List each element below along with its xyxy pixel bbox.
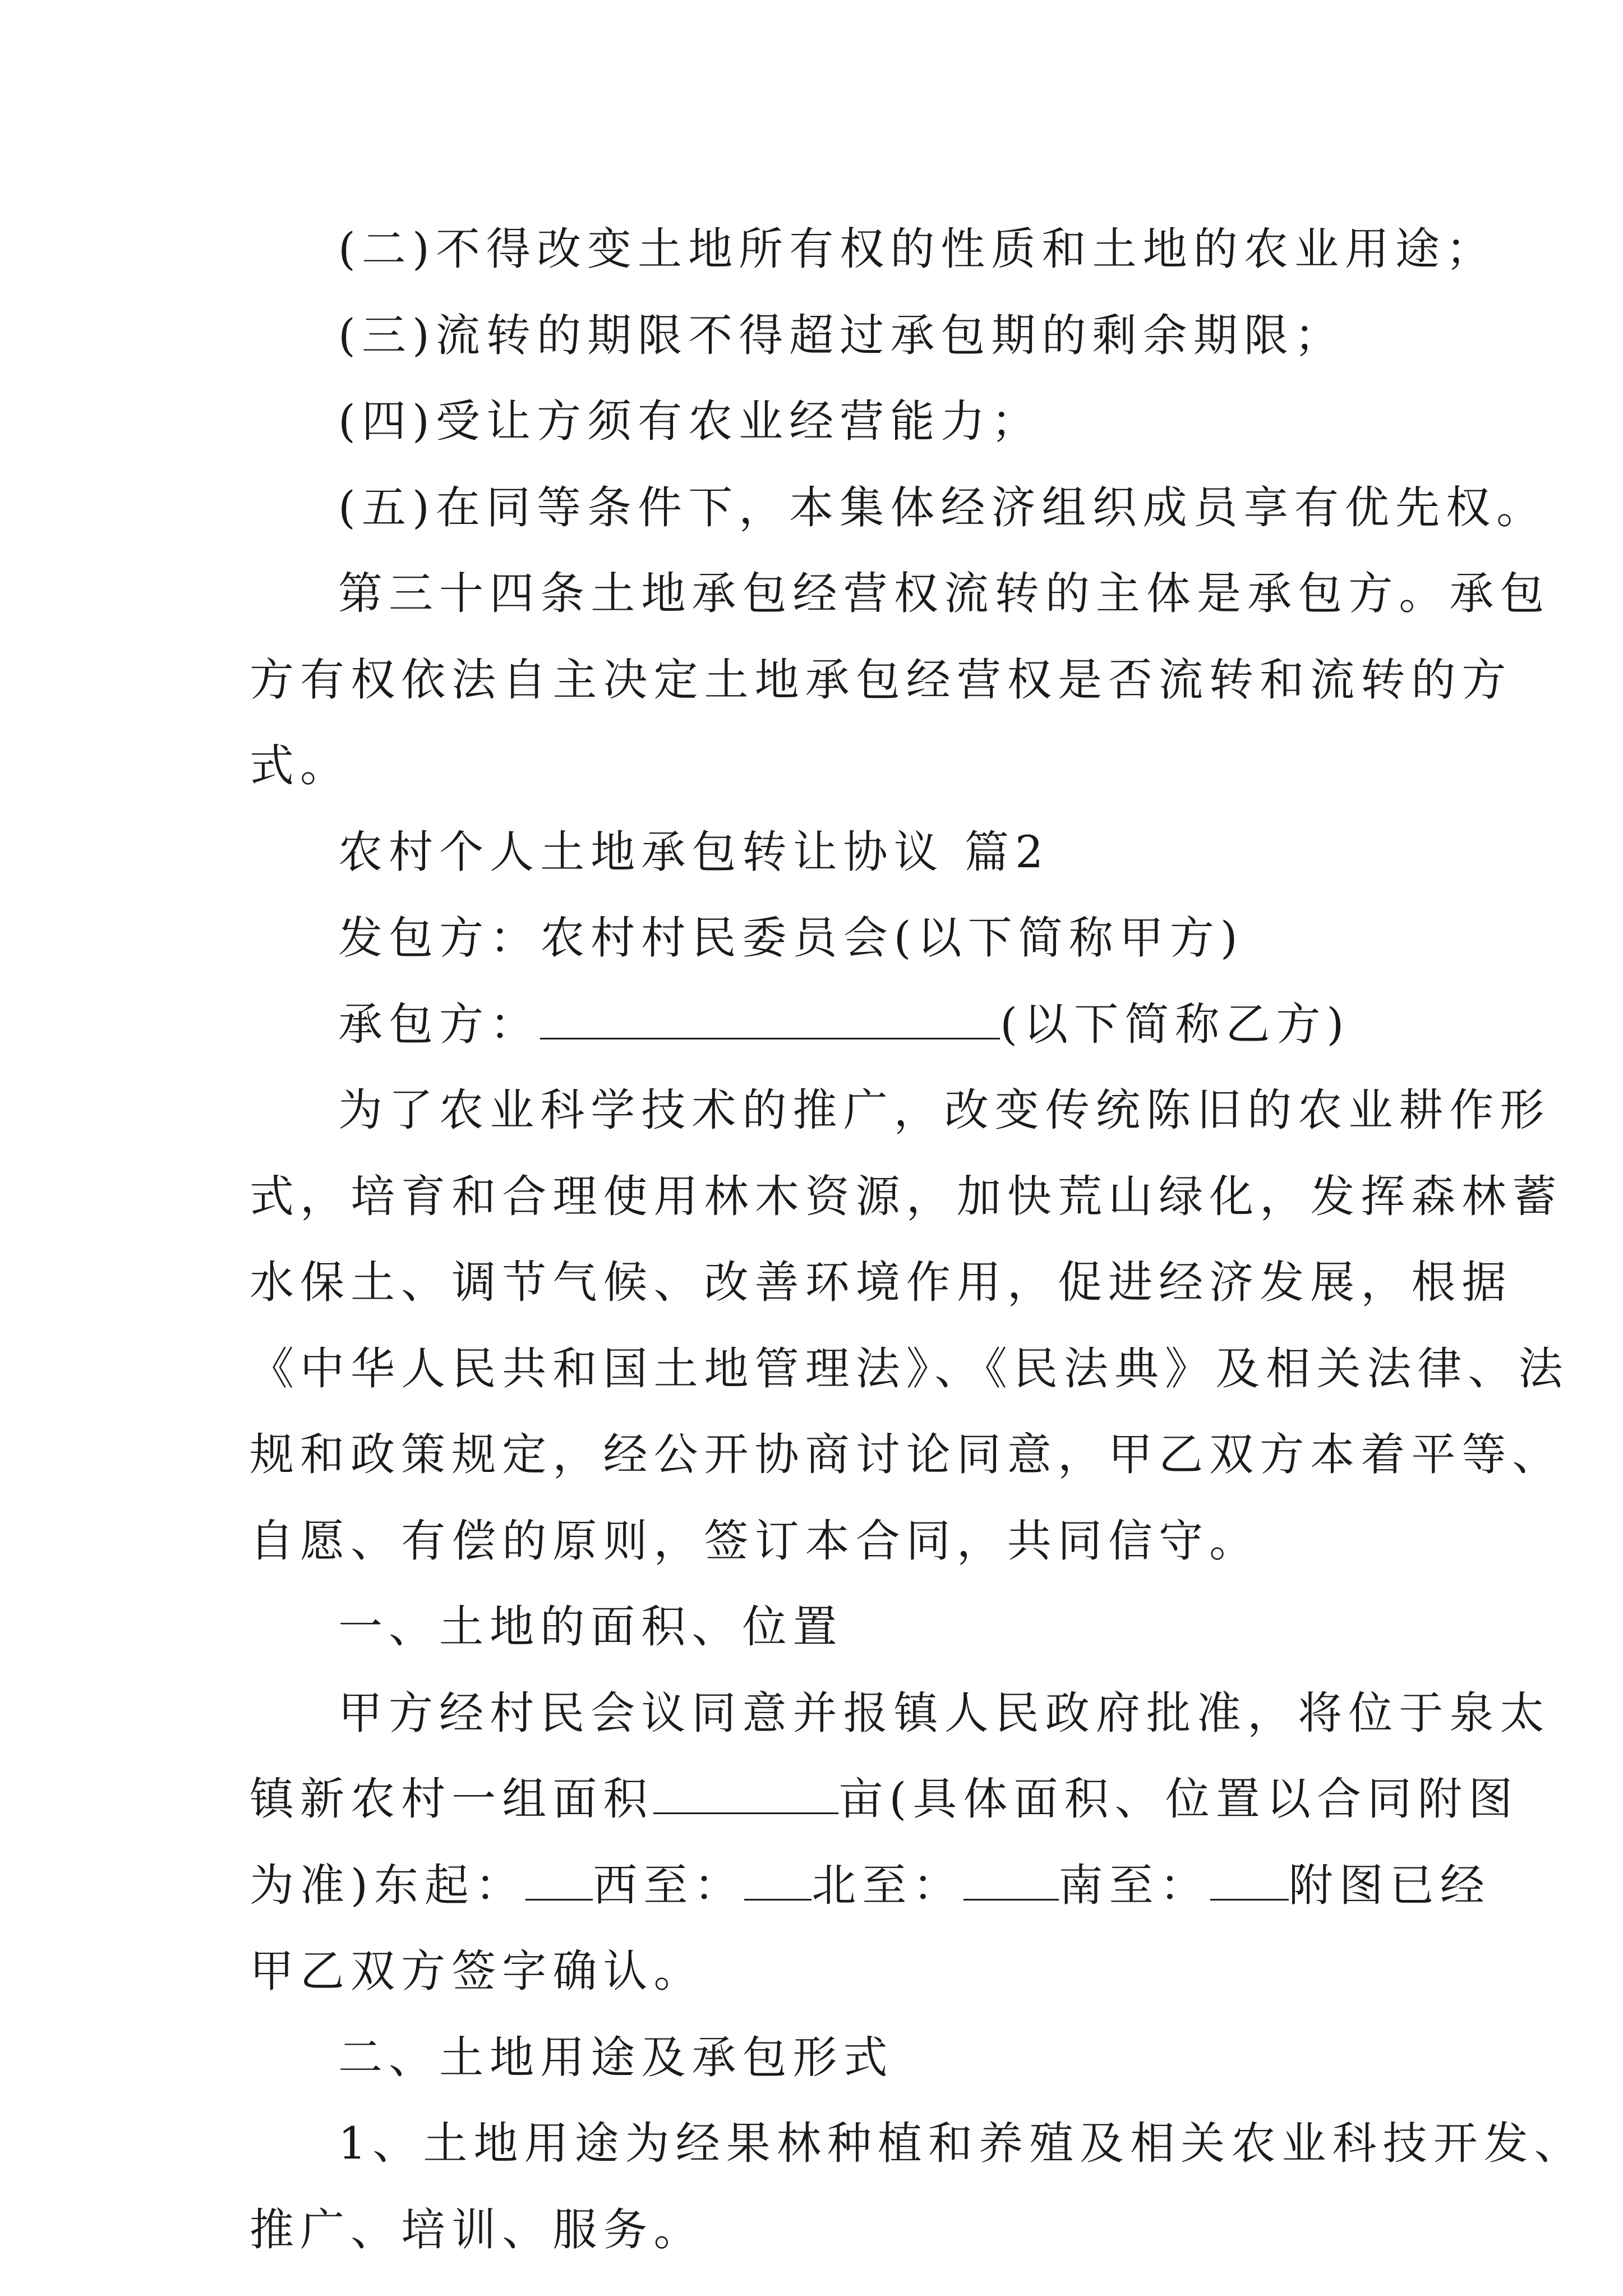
preamble-text-1: 为了农业科学技术的推广，改变传统陈旧的农业耕作形 [338, 1084, 1551, 1136]
area-line-1 [250, 1671, 1551, 1757]
boundary-east-blank[interactable] [525, 1862, 593, 1901]
heading-usage [250, 2015, 1382, 2101]
party-b-line [250, 982, 1382, 1068]
boundary-north-blank[interactable] [963, 1862, 1059, 1901]
preamble-text-5: 规和政策规定，经公开协商讨论同意，甲乙双方本着平等、 [250, 1429, 1563, 1480]
usage-text-1: 1、土地用途为经果林种植和养殖及相关农业科技开发、 [338, 2118, 1585, 2169]
clause-5-text: (五)在同等条件下，本集体经济组织成员享有优先权。 [338, 481, 1547, 533]
article-34-line-2 [250, 637, 1513, 724]
boundary-south-label: 南至： [1058, 1859, 1210, 1911]
area-text-2b: 亩(具体面积、位置以合同附图 [838, 1773, 1519, 1825]
boundary-north-label: 北至： [811, 1859, 963, 1911]
document-body [250, 206, 1585, 2273]
preamble-text-6: 自愿、有偿的原则，签订本合同，共同信守。 [250, 1515, 1260, 1567]
boundary-south-blank[interactable] [1210, 1862, 1289, 1901]
area-text-2a: 镇新农村一组面积 [250, 1773, 654, 1825]
preamble-line-4 [250, 1326, 1569, 1412]
article-34-text-3: 式。 [250, 740, 351, 792]
preamble-text-4: 《中华人民共和国土地管理法》、《民法典》及相关法律、法 [250, 1342, 1569, 1395]
clause-5 [250, 465, 1547, 551]
clause-4-text: (四)受让方须有农业经营能力； [338, 395, 1042, 447]
area-line-3 [250, 1843, 1491, 1929]
area-size-blank[interactable] [653, 1775, 838, 1814]
clause-2 [250, 206, 1497, 293]
area-text-1: 甲方经村民会议同意并报镇人民政府批准，将位于泉太 [338, 1687, 1551, 1739]
usage-line-2 [250, 2187, 1382, 2274]
preamble-text-2: 式，培育和合理使用林木资源，加快荒山绿化，发挥森林蓄 [250, 1170, 1563, 1222]
article-34-line-3 [250, 723, 1382, 809]
party-b-blank[interactable] [540, 1001, 1000, 1039]
area-text-4: 甲乙双方签字确认。 [250, 1945, 704, 1997]
area-line-4 [250, 1929, 1382, 2015]
preamble-line-2 [250, 1154, 1563, 1240]
heading-area-location [250, 1584, 1382, 1671]
article-34-text-1: 第三十四条土地承包经营权流转的主体是承包方。承包 [338, 568, 1551, 619]
party-b-suffix: (以下简称乙方) [1000, 998, 1350, 1050]
boundary-west-blank[interactable] [744, 1862, 811, 1901]
clause-3-text: (三)流转的期限不得超过承包期的剩余期限； [338, 309, 1345, 361]
section-heading [250, 809, 1382, 896]
preamble-line-6 [250, 1498, 1382, 1585]
heading-usage-text: 二、土地用途及承包形式 [338, 2031, 894, 2083]
preamble-line-5 [250, 1412, 1563, 1498]
preamble-line-3 [250, 1240, 1513, 1326]
clause-2-text: (二)不得改变土地所有权的性质和土地的农业用途； [338, 223, 1497, 275]
usage-text-2: 推广、培训、服务。 [250, 2203, 704, 2256]
clause-3 [250, 293, 1382, 379]
section-heading-text: 农村个人土地承包转让协议 篇2 [338, 826, 1050, 878]
party-a-text: 发包方：农村村民委员会(以下简称甲方) [338, 912, 1244, 964]
party-b-label: 承包方： [338, 998, 541, 1050]
article-34-text-2: 方有权依法自主决定土地承包经营权是否流转和流转的方 [250, 654, 1513, 706]
preamble-line-1 [250, 1068, 1551, 1154]
usage-line-1 [250, 2101, 1585, 2187]
article-34-line-1 [250, 551, 1551, 637]
preamble-text-3: 水保土、调节气候、改善环境作用，促进经济发展，根据 [250, 1257, 1513, 1308]
party-a-line [250, 895, 1382, 982]
boundary-west-label: 西至： [593, 1859, 745, 1911]
area-line-2 [250, 1756, 1519, 1843]
boundary-east-label: 为准)东起： [250, 1859, 526, 1911]
clause-4 [250, 379, 1382, 465]
heading-area-location-text: 一、土地的面积、位置 [338, 1601, 843, 1653]
map-confirmed-text: 附图已经 [1288, 1859, 1491, 1911]
